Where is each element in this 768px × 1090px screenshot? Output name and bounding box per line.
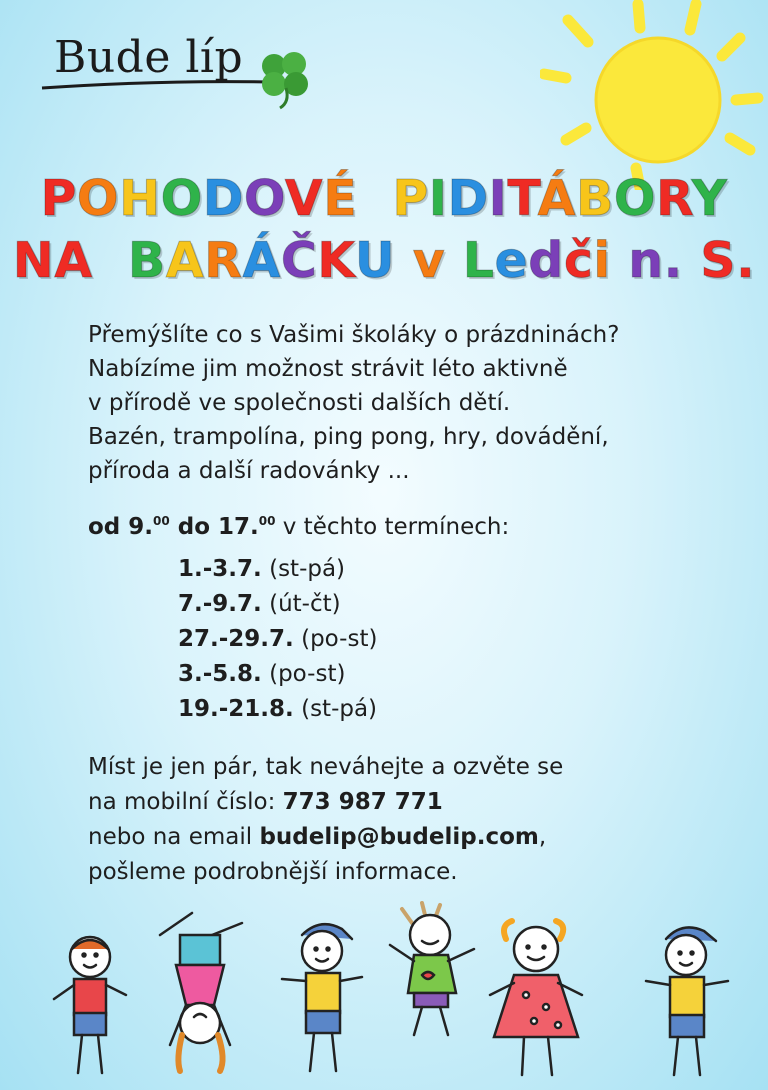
title-letter: L bbox=[462, 232, 495, 289]
kid-girl-handstand-icon bbox=[160, 913, 242, 1071]
kid-boy-cap-icon bbox=[282, 924, 362, 1071]
title-letter: P bbox=[392, 170, 429, 227]
intro-line: příroda a další radovánky ... bbox=[88, 458, 410, 484]
title-letter bbox=[357, 170, 392, 227]
title-letter: A bbox=[165, 232, 205, 289]
schedule-suffix: v těchto termínech: bbox=[275, 514, 510, 540]
title-letter: U bbox=[354, 232, 396, 289]
title-letter: P bbox=[40, 170, 77, 227]
title-letter: R bbox=[204, 232, 243, 289]
schedule-start: od 9.00 do 17.00 bbox=[88, 514, 276, 540]
title-letter: T bbox=[507, 170, 538, 227]
date-item: 27.-29.7. (po-st) bbox=[178, 626, 378, 652]
title-letter: Y bbox=[691, 170, 728, 227]
title-letter: Č bbox=[280, 232, 318, 289]
title-letter: B bbox=[127, 232, 166, 289]
title-letter: Á bbox=[242, 232, 281, 289]
title-letter: V bbox=[284, 170, 324, 227]
intro-line: Přemýšlíte co s Vašimi školáky o prázdninách? bbox=[88, 322, 620, 348]
title-line-1 bbox=[0, 170, 768, 227]
title-letter: v bbox=[412, 232, 446, 289]
intro-line: v přírodě ve společnosti dalších dětí. bbox=[88, 390, 511, 416]
title-letter bbox=[445, 232, 463, 289]
title-letter: S. bbox=[700, 232, 756, 289]
title-letter: i bbox=[593, 232, 611, 289]
contact-paragraph bbox=[88, 750, 563, 890]
title-letter: d bbox=[528, 232, 564, 289]
intro-line: Bazén, trampolína, ping pong, hry, dovádění, bbox=[88, 424, 609, 450]
date-item: 7.-9.7. (út-čt) bbox=[178, 591, 341, 617]
title-letter: K bbox=[317, 232, 355, 289]
kid-girl-jumping-icon bbox=[390, 903, 474, 1035]
title-letter: O bbox=[76, 170, 120, 227]
logo-text: Bude líp bbox=[54, 32, 244, 83]
contact-line: nebo na email budelip@budelip.com, bbox=[88, 824, 547, 850]
intro-paragraph bbox=[88, 318, 748, 488]
title-letter: Á bbox=[537, 170, 576, 227]
title-line-2 bbox=[0, 232, 768, 289]
title-letter: O bbox=[613, 170, 656, 227]
contact-line: pošleme podrobnější informace. bbox=[88, 859, 458, 885]
title-letter: e bbox=[494, 232, 529, 289]
intro-line: Nabízíme jim možnost strávit léto aktivně bbox=[88, 356, 568, 382]
contact-line: na mobilní číslo: 773 987 771 bbox=[88, 789, 443, 815]
title-letter: I bbox=[488, 170, 508, 227]
title-letter: R bbox=[655, 170, 692, 227]
title-letter: N bbox=[12, 232, 55, 289]
title-letter: O bbox=[160, 170, 203, 227]
schedule-dates bbox=[178, 552, 377, 727]
clover-icon bbox=[262, 52, 308, 108]
kid-girl-dotted-icon bbox=[490, 921, 582, 1075]
title-letter: n. bbox=[628, 232, 683, 289]
title-letter: O bbox=[243, 170, 285, 227]
title-letter bbox=[93, 232, 128, 289]
kid-boy-cap-2-icon bbox=[646, 927, 728, 1075]
date-item: 1.-3.7. (st-pá) bbox=[178, 556, 346, 582]
title-letter: D bbox=[447, 170, 489, 227]
email-address: budelip@budelip.com bbox=[259, 824, 539, 850]
title-letter bbox=[683, 232, 701, 289]
kids-illustration bbox=[30, 895, 750, 1085]
title-letter bbox=[611, 232, 629, 289]
title-letter: H bbox=[119, 170, 161, 227]
kid-boy-1-icon bbox=[54, 937, 126, 1073]
title-letter: É bbox=[323, 170, 358, 227]
sun-icon bbox=[540, 0, 768, 190]
title-letter: B bbox=[575, 170, 614, 227]
date-item: 19.-21.8. (st-pá) bbox=[178, 696, 378, 722]
contact-line: Míst je jen pár, tak neváhejte a ozvěte se bbox=[88, 754, 564, 780]
schedule-heading bbox=[88, 514, 509, 540]
title-letter: č bbox=[563, 232, 594, 289]
title-letter bbox=[395, 232, 413, 289]
phone-number: 773 987 771 bbox=[282, 789, 443, 815]
title-letter: A bbox=[54, 232, 93, 289]
date-item: 3.-5.8. (po-st) bbox=[178, 661, 346, 687]
title-letter: I bbox=[428, 170, 448, 227]
logo bbox=[40, 30, 330, 110]
title-letter: D bbox=[202, 170, 244, 227]
